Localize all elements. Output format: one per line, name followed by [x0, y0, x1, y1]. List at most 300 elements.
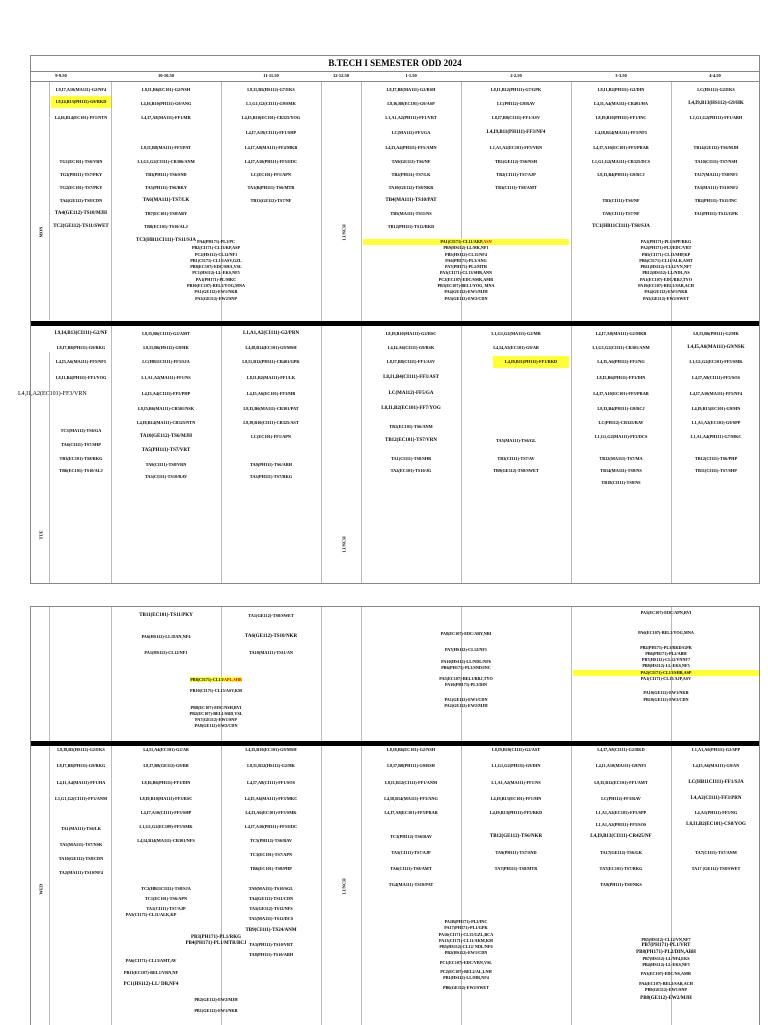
class-cell: TC3(PH112)-TS6/RAV [390, 834, 432, 839]
class-cell: L8,I1,B2(EC101)-CS8/YOG [686, 822, 746, 827]
lab-entry: PB10(GE112)-EW2/CDN [643, 696, 689, 702]
class-cell: TG3(PH111)-TS7/PKY [59, 172, 103, 177]
lab-entry: PA5(GE112)-EW2/CDN [444, 295, 488, 301]
lab-entry: PB3(EC107)-BEL1/YOG, MNA [437, 283, 495, 289]
lab-entry: PB1(HS112)-LL/MR,NF4 [443, 975, 489, 981]
class-cell: TA6(MA111)-TS7/LK [142, 198, 190, 203]
lab-entry: PB2(CI171)-CL13/KP,ASP [191, 245, 241, 251]
class-cell: TC2(GE112)-TS11/SWET [53, 224, 109, 229]
class-cell: LC(PH112)-CR325/RAV [598, 420, 644, 425]
class-cell: L1,G1,G2(PH111)-G9/DIN [491, 763, 541, 768]
class-cell: TB12(CI111)-TS6/PHP [694, 456, 738, 461]
class-cell: L1,A1,A2(MA111)-FF1/NS [491, 780, 541, 785]
lab-entry: PC2(EC107)-EDC/SMK,AMR [438, 276, 494, 282]
class-cell: L1,A1,A2(EC101)-FF5/VRN [489, 145, 543, 150]
class-cell: L4,I7,A8(CI111)-FF5/SOS [692, 375, 740, 380]
class-cell: L8,I1,B6(EC101)-G2/NSH [141, 87, 191, 92]
class-cell: L4,I5,A6(MA111)-G9/AN [692, 763, 740, 768]
lab-entry: PB5(CI171)-CL13/SHP,KP [641, 251, 691, 257]
lab-entry: PA5(EC107)-EDC/APN,RVI [640, 610, 692, 615]
class-cell: L9,I7,A10(MA111)-G2/NF4 [55, 87, 107, 92]
lab-entry: PC2(EC107)-BEL2/AL,LNH [440, 969, 492, 975]
class-cell: L8,I9,B10(CI111)-G2/AST [491, 747, 541, 752]
class-cell: L4,I4,A6(CI111)-G9/RSK [387, 345, 435, 350]
lab-entry: PB3(PH171)-PL1/RKG [191, 935, 241, 940]
lab-entry: PA2(PH171)-PL3/EDC/VRT [640, 245, 692, 251]
lab-entry: PB9(HS112)-LL/HK,NF1 [443, 245, 489, 251]
class-cell: L1,G1,G2(MA111)-CR325/DCS [591, 159, 650, 164]
lab-entry: PB1(GE112)-EW1/NKR [194, 1008, 238, 1014]
class-cell: TA9(PH111)-TS6/ABH [250, 462, 292, 467]
class-cell: L4,I3,A6(MA111)-FF5/NF5 [55, 359, 107, 364]
class-cell: L8,I1,B12(CI111)-FF1/ANM [384, 780, 438, 785]
class-cell: TA8(PH111)-TS10/ABH [248, 952, 294, 957]
class-cell: L4,I7,A8(MA111)-FF1/MR [141, 115, 191, 120]
class-cell: LC(MA112)-FF3/GA [391, 130, 431, 135]
lab-entry: PC1(HS112)-LL-EKS,NF5 [192, 270, 240, 276]
day-label-mon: MON [38, 226, 44, 238]
class-cell-highlighted: L9,I4,B13(PH111)-G9/RKD [51, 96, 111, 108]
class-cell: TB3(CI111)-TS7/AV [497, 456, 535, 461]
class-cell: LC(MA112)-FF5/GA [388, 391, 434, 396]
lab-entry: PB6(GE112)-EW2/SWET [442, 984, 490, 990]
class-cell: TB6(EC101)-TS8/PHP [250, 866, 292, 871]
lab-entry-highlighted: PB8(CI171)-CL13/APL,SHB [190, 677, 242, 682]
class-cell: TB12(PH111)-TS12/RKD [387, 224, 435, 229]
class-cell: TB12(MA111)-TS7/MA [599, 456, 643, 461]
lab-entry: PA4(EC107)-BEL2/SAB,ACH [639, 980, 693, 986]
lab-entry: PB6(PH171)-PL3/SND/INC [441, 664, 491, 670]
lunch-label: LUNCH [341, 878, 347, 895]
lab-entry: PA1B(PH171)-PL2/INC [444, 919, 488, 924]
class-cell: L8,I5,B6(MA111)-CR301/NSK [137, 406, 195, 411]
class-cell: L4,I7,A8(MA111)-G2/MKB [595, 331, 647, 336]
lab-entry: PA4(GE112)-EW1/NKR [644, 289, 688, 295]
time-slot: 3-3.50 [615, 73, 627, 78]
class-cell: L8,I3,B4(PH111)-G9/RCJ [597, 172, 645, 177]
lab-entry: PB5(HS112)-CL11/NF4 [445, 251, 487, 257]
class-cell: TA6(GE112)-TS10/NKR [244, 634, 298, 639]
class-cell: TA3(CI111)-TS10/RAV [144, 474, 188, 479]
class-cell: L8,I7,B8(PH111)-G9/RKG [56, 763, 106, 768]
class-cell: L4,I8,B14(MA111)-FF3/NF5 [594, 130, 648, 135]
lab-entry: PB7(PH171)-PL1/VRT [641, 943, 691, 949]
lab-entry: PA1(EC107)-EDC/RRJ,TYO [640, 276, 692, 282]
lab-entry: PC1(EC107)-EDC/VRN,VSL [439, 959, 493, 965]
time-slot: 1-1.50 [405, 73, 417, 78]
class-cell: TA4(GE112)-TS8/CDN [59, 198, 103, 203]
class-cell: L4,I7,A10(EC101)-FF5/PRAB [593, 145, 649, 150]
lab-block [113, 677, 319, 730]
class-cell: L4,I4,B14(MA111)-CR301/NFS [137, 838, 195, 843]
class-cell: L8,I1,B2(PH111)-G2/DIN [597, 87, 645, 92]
class-cell: PA5(CI171)-CL11/ALK,KP [125, 912, 177, 917]
time-slot: 10-10.50 [157, 73, 175, 78]
class-cell: L1,G1,G2(CI111)-CR306/ANM [137, 159, 195, 164]
class-cell: L4,I9,B13(PH111)-FF5/RKD [489, 810, 543, 815]
day-label-tue: TUE [38, 530, 44, 540]
class-cell: TB2(PH111)-TS11/INC [694, 198, 738, 203]
class-cell: L4,I7,A8(EC101)-FF5/PRAB [384, 810, 438, 815]
class-cell: L4,I7,A8(CI111)-FF1/SOS [247, 780, 295, 785]
class-cell: TA9(MA111)-TS10/SGL [248, 886, 294, 891]
lab-entry: PA2(GE112)-EW2/MJH [444, 703, 488, 709]
class-cell: TA17 (GE112)-TS8/SWET [691, 866, 741, 871]
class-cell: L4,I9,B13(HS112)-G9/HK [688, 101, 744, 106]
lab-entry: PB4(HS112)-LL-EKS,NF5 [642, 962, 690, 968]
time-slot: 2-2.50 [510, 73, 522, 78]
class-cell: L1,A1,A6(PH111)-G2/SPP [691, 747, 741, 752]
class-cell: L4,I7,A8(CI111)-G2/RKD [597, 747, 645, 752]
lab-entry: PA1(GE112)-EW1/CDN [444, 696, 488, 702]
lab-entry: PA3(EC107)-EDC/NS,AMR [640, 971, 692, 977]
lab-entry: PA13(CI171)-CL11/AKM,KM [438, 937, 493, 943]
class-cell: L8,I9,B10(CI111)-CR325/AST [243, 420, 299, 425]
class-cell: L4,I5,B10(EC101)-CR325/YOG [241, 115, 301, 120]
class-cell: TA7(CI111)-TS7/ANM [695, 850, 737, 855]
class-cell: TB8(EC101)-TS10/ALJ [144, 224, 188, 229]
time-slot: 4-4.50 [709, 73, 721, 78]
class-cell: L1,G1,G2(CI111)-FF3/ANM [54, 796, 108, 801]
lab-entry: PB7(HS112)-CL12/VNNF7 [641, 657, 691, 663]
lab-entry: PB6(PH171)-PL2/ABH [645, 650, 687, 656]
class-cell: L8,I6,B6(PH111)-FF1/DIN [141, 780, 191, 785]
class-cell: L4,I7,A10(MA111)-FF5/NF4 [689, 391, 743, 396]
class-cell: LC(HS112)-G2/EKS [697, 87, 735, 92]
lab-block [363, 239, 569, 302]
lab-entry: PA16(CI171)-CL15/GZL,BCA [438, 931, 494, 937]
lab-entry: PA1(PH171)-PL1/SPP/RKG [640, 239, 692, 244]
class-cell: L4,I7,A10(EC101)-FF5/PRAB [593, 391, 649, 396]
class-cell: TB14(GE112)-TS6/MJH [693, 145, 739, 150]
class-cell: LC(EC101)-FF1/APN [250, 434, 292, 439]
class-cell: TA1(CI111)-TS7/AJP [146, 906, 186, 911]
class-cell: L8,I6,B8(EC101)-G9/ASP [387, 101, 435, 106]
class-cell: L1,A1,A2(PH111)-FF5/SOS [595, 822, 647, 827]
lab-entry: PB1(CI171)-CL15/ASV,GZL [190, 257, 242, 263]
class-cell: L8,I1,B2(MA111)-FF1/LK [246, 375, 296, 380]
class-cell: TB1(GE112)-TS6/NSH [494, 159, 538, 164]
class-cell: L1,A1,A2(CI111)-G2/PRN [242, 331, 300, 336]
lab-entry: PB11(HS112)-CL12/VN,NF7 [640, 264, 692, 270]
class-cell: TA5(GE112)-TS12/NFS [249, 906, 293, 911]
lab-entry: PA3(GE112)-EW2/SNP [195, 295, 237, 301]
timetable-sheet-2 [30, 606, 760, 1025]
class-cell: L4,I3,A4(CI111)-FF5/PHP [141, 391, 191, 396]
lab-block [573, 937, 759, 1003]
class-cell: L4,I1,A4(MA111)-CR401/HA [594, 101, 648, 106]
class-cell: TB9(CI111)-TS24/ANM [245, 928, 297, 933]
class-cell: TG2(EC101)-TS7/PKY [59, 185, 103, 190]
class-cell: TA17(MA111)-TS8/NF1 [694, 172, 738, 177]
class-cell: TA1(PH111)-TS12/GPK [693, 211, 739, 216]
lunch-label: LUNCH [341, 536, 347, 553]
class-cell: L8,I1,B5(HS112)-G7/EKS [247, 87, 295, 92]
lab-entry: PA10(GE112)-EW1/NKR [643, 690, 689, 696]
time-slot: 12-12.50 [332, 73, 350, 78]
lab-block [363, 631, 569, 709]
lab-entry: PA6(EC107)-BEL2/YOG,MNA [638, 630, 694, 636]
class-cell: TA6(CI111)-TS8/AMT [390, 866, 432, 871]
class-cell: L4,I6,B10(PH111)-G9/ANG [140, 101, 192, 106]
lunch-label: LUNCH [341, 224, 347, 241]
class-cell: L8,I7,B8(MA111)-G2/RSH [386, 87, 436, 92]
class-cell: L8,I7,B8(PH111)-G9/RKG [56, 345, 106, 350]
class-cell: TA5(PH111)-TS7/VRT [141, 448, 191, 453]
class-cell: L1,A1,A2(MA111)-FF1/NS [141, 375, 191, 380]
class-cell: TG4(MA111)-TS10/PAT [388, 882, 434, 887]
lab-entry: PB8(EC107)-EDC/SHA,VSL [190, 264, 242, 270]
class-cell: L8,I5,B12(EC101)-FF1/AMT [594, 780, 648, 785]
lab-entry-highlighted: PA1(CI171)-CL11/AKP,ASN [363, 239, 569, 245]
class-cell: TA5(MA111)-TS7/NSK [59, 842, 103, 847]
class-cell: TB9(GE112)-TS8/SWET [493, 468, 539, 473]
class-cell: L8,I1,B2(EC101)-FF7/YOG [381, 406, 441, 411]
class-cell: L1,A1,A2(EC101)-FF5/SPP [595, 810, 647, 815]
class-cell: LC(PH112)-FF3/RAV [601, 796, 641, 801]
class-cell: TA10(GE112)-TS8/CDN [58, 856, 104, 861]
lab-entry: PA1(CI171)-CL15/AJP,ASV [640, 676, 692, 682]
class-cell: L8,I1,B4(PH111)-FF1/YOG [55, 375, 107, 380]
class-cell: TB6(EC101)-TS10/ALJ [59, 468, 103, 473]
lab-entry: PB5(HS112)-CL12/VN,NF7 [641, 937, 691, 942]
class-cell: L4,I9,B13(EC101)-FF1/MN [490, 796, 542, 801]
lab-entry: PA10(PH171)-PL3/DIN [444, 682, 488, 688]
class-cell: L8,I9,B10(MA111)-G2/RSC [385, 331, 437, 336]
class-cell: L4,I6,B14(EC101)-FF1/NTN [54, 115, 108, 120]
class-cell: TB5(MA111)-TS11/NS [390, 211, 432, 216]
class-cell: L8,I1,B8(MA111)-FF5/PAT [141, 145, 191, 150]
lab-entry: PB2(HS112)-EW1/CDN [444, 950, 488, 956]
class-cell: L1,A1,A4(PH111)-G7/MKC [690, 434, 742, 439]
class-cell: TB18(CI111)-TS8/NS [601, 480, 641, 485]
class-cell: L8,I8,B6(EC101)-G2/NSH [386, 747, 436, 752]
class-cell: L9,I4,B13(CI111)-G2/NF [54, 331, 108, 336]
lab-entry: PA4(GE112)-EW1/MJH [444, 289, 488, 295]
lab-entry: PB10(EC107)-BEL1/YOG,MNA [186, 283, 246, 289]
class-cell: TA17(GE112)-TS6/GK [600, 850, 642, 855]
class-cell: L1,A1,A2(PH111)-FF1/VRT [385, 115, 437, 120]
class-cell: L4,I1,A4(MA111)-FF1/HA [56, 780, 106, 785]
margin-note: L4,I1,A2(EC101)-FF3/VRN [18, 391, 87, 397]
lab-entry: PA8(GE112)-EW2/CDN [194, 723, 238, 729]
class-cell: L4,I5,A6(MA111)-FF3/MKC [244, 796, 298, 801]
class-cell: TA9(PH111)-TS8/NKS [600, 882, 642, 887]
lab-entry: PA7(HS112)-CL12/NF1 [444, 647, 488, 653]
class-cell: L4,I9,B13(CI111)-CR425/NF [590, 834, 652, 839]
class-cell: TA9(PH111)-TS7/SND [495, 850, 537, 855]
class-cell: TB1(EC101)-TS6/ANM [389, 424, 433, 429]
class-cell: L4,I4,A5(EC101)-G9/AB [493, 345, 539, 350]
class-cell: L4,I3,A6(EC101)-FF5/SMK [245, 810, 297, 815]
class-cell: TA9(GE112)-TS6/NF [391, 159, 431, 164]
class-cell: TA10(GE112)-TS8/NKR [388, 185, 434, 190]
lab-entry-highlighted: PA2(CI171)-CL13/SHB,ASP [573, 670, 759, 676]
lab-block [573, 610, 759, 703]
lab-entry: PA6(PH171)-PL3/ANG [445, 257, 487, 263]
class-cell: L4,A2(CI111)-FF3/PRN [690, 796, 742, 801]
lab-entry: PA7(GE112)-EW1/SNP [195, 717, 237, 723]
class-cell: L4,I5,A6(PH111)-FF1/NG [597, 359, 645, 364]
lab-entry: PB10(CI171)-CL15/ASV,KM [190, 688, 242, 694]
lab-block [113, 935, 319, 948]
class-cell: PA6(HS112)-LL/DAN,NF4 [141, 634, 191, 639]
class-cell: TC2(HB11CI111)-TS8/SJA [141, 886, 191, 891]
class-cell: TB3(PH111)-TS6/SND [145, 172, 187, 177]
lab-entry: PA1(PH171)-PL/MKC [195, 276, 237, 282]
class-cell: TC5(PH112)-TS6/RAV [250, 838, 292, 843]
lab-entry: PA5(EC107)-BEL1/RRJ,TYO [439, 676, 493, 682]
lab-entry: PC2(HS112)-CL12/NF1 [194, 251, 238, 257]
class-cell: L1,G1,G2(CI111)-CR301/ANM [592, 345, 650, 350]
class-cell: L4,I8,B14(MA111)-FF3/ANG [384, 796, 438, 801]
class-cell: L8,I5,B6(CI111)-G2/AMT [142, 331, 190, 336]
class-cell: TB7(EC101)-TS8/ABY [144, 211, 188, 216]
lab-block [113, 239, 319, 302]
class-cell: PA1(HS112)-CL12/NF1 [144, 650, 188, 655]
lab-entry: PB4(PH171)-PL1/MTR/BCJ [185, 941, 247, 947]
class-cell: TA3(PH111)-TS10/VRT [249, 942, 293, 947]
class-cell: TA6(CI111)-TS7/SHP [61, 442, 101, 447]
class-cell: TA10(GE112)-TS6/MJH [139, 434, 193, 439]
class-cell: L4,I7,A10(PH111)-FF5/EDC [244, 159, 298, 164]
class-cell: L8,I7,B8(CI111)-FF1/ASV [491, 115, 541, 120]
class-cell: TC1(EC101)-TS6/APN [144, 896, 188, 901]
class-cell: L8,I7,B8(PH111)-G9/RSH [387, 763, 435, 768]
class-cell: TC1(HB11CI111)-TS8/SJA [592, 224, 650, 229]
class-cell: L4,I1,A10(MA111)-G9/NF5 [595, 763, 647, 768]
class-cell: TA7(PH111)-TS8/MTR [494, 866, 538, 871]
class-cell: L8,I1,B6(HS112)-G9/HK [143, 345, 189, 350]
class-cell: L4,I8,B14(MA111)-CR325/NTN [136, 420, 196, 425]
lab-entry: PB2(GE112)-EW2/MJH [194, 997, 238, 1002]
lab-entry: PB12(HS112)-LL/NDL,NS [642, 270, 690, 276]
class-cell: TB12(GE112)-TS6/NKR [489, 834, 543, 839]
class-cell: TB13(GE112)-TS7/NF [250, 198, 292, 203]
class-cell: L1,G1,G2(EC101)-FF5/SMK [689, 359, 743, 364]
day-separator [31, 321, 759, 326]
lab-entry: PB9(GE112)-EW1/SNP [645, 987, 687, 993]
class-cell: L4,I3,A4(PH111)-FF5/AMN [385, 145, 437, 150]
class-cell: TA1(B(PH111)-TS6/MTR [247, 185, 295, 190]
lab-block [113, 997, 319, 1015]
class-cell: L4,I5,B10(EC101)-G9/MSH [245, 747, 297, 752]
lab-entry: PB2(EC107)-BEL1/SRD,VSL [189, 710, 243, 716]
class-cell: TC3(HB11CI111)-TS11/SJA [135, 238, 196, 243]
class-cell: L8,I3,B4(PH111)-G9/RCJ [597, 406, 645, 411]
class-cell: TA3(MA111)-TS10/NF2 [694, 185, 738, 190]
class-cell: TA5(PH111)-TS6/BKY [145, 185, 187, 190]
lab-entry: PB8(EC107)-EDC/NSH,RVI [190, 704, 242, 710]
class-cell: L8,I1,B12(PH111)-G7/GPK [490, 87, 542, 92]
class-cell: L8,I1,B4(CI111)-FF3/AST [383, 375, 439, 380]
class-cell: L4,I7,A8(MA111)-FF4/MKB [244, 145, 298, 150]
class-cell: TA5(MA111)-TS6/GL [495, 438, 537, 443]
lab-entry: PA5(GE112)-EW2/SWET [643, 295, 689, 301]
class-cell: L8,I9,B10(MA111)-FF3/RSC [139, 796, 193, 801]
class-cell: L8,I1,B12(HS112)-G2/HK [247, 763, 295, 768]
lab-entry: PB2(PH171)-PL3/RKD/GPK [640, 644, 692, 650]
class-cell: TA3(PH111)-TS7/RKG [249, 474, 293, 479]
class-cell: TB12(EC101)-TS7/VRN [385, 438, 437, 443]
class-cell: LC(EC101)-FF1/APN [250, 172, 292, 177]
lab-entry: PB6(CI171)-CL11/ALK,AMT [639, 257, 693, 263]
lab-block [363, 919, 569, 991]
class-cell: L8,I3,B6(PH111)-G2/HK [693, 331, 739, 336]
class-cell: L8,I7,B8(GE112)-G9/RB [143, 763, 189, 768]
class-cell: L1,G1,G2(MA111)-G2/MB [491, 331, 541, 336]
class-cell: PC1(HS112)-LL/ DB,NF4 [123, 982, 179, 987]
class-cell: TA10(CI111)-TS7/NSH [694, 159, 738, 164]
class-cell: L4,I5,A6(EC101)-FF3/MB [246, 391, 296, 396]
lab-entry: PA1(GE112)-EW1/NKR [194, 289, 238, 295]
time-slot-header [31, 71, 759, 82]
class-cell: L4,I7,A18(CI111)-FF1/SHP [245, 130, 297, 135]
class-cell: L1,G1,G2(MA111)-FF2/DCS [594, 434, 648, 439]
class-cell: L1,G1,G2(EC109)-FF5/SMK [139, 824, 193, 829]
class-cell: TA1(GE112)-TS8/SWET [248, 613, 294, 618]
class-cell: L4,I7,A10(PH111)-FF5/EDC [244, 824, 298, 829]
time-slot: 11-11.50 [263, 73, 279, 78]
class-cell: TA2(MA111)-TS10/NF4 [59, 870, 103, 875]
class-cell: L8,I9,B5(HS112)-G2/EKS [57, 747, 105, 752]
class-cell: LC(HB11CI111)-FF1/SJA [688, 780, 744, 785]
class-cell: L4,A1(PH111)-FF5/NG [694, 810, 738, 815]
class-cell: L8,I7,B8(CI111)-FF1/ASV [386, 359, 436, 364]
lab-entry: PA10(EC107)-BEL1/SAB,ACH [638, 283, 694, 289]
class-cell: TG1(EC101)-TS6/VRN [59, 159, 103, 164]
lab-entry: PB7(HS112)-LL/NF4,EKS [642, 955, 690, 961]
class-cell: TA2(EC101)-TS10/JG [390, 468, 432, 473]
class-cell: L8,I9,B10(PH111)-FF1/INC [595, 115, 647, 120]
lab-entry: PA3(CI171)-CL13/SHB,ANN [439, 270, 493, 276]
class-cell: L4,I5,A6(MA111)-G9/NSK [687, 345, 745, 350]
lab-entry: PB8(HS112)-LL-EKS,NF5 [642, 663, 690, 669]
class-cell: TB11(EC101)-TS11/PKY [139, 613, 193, 618]
class-cell: TB11(CI111)-TS7/SHP [695, 468, 737, 473]
lab-entry: PB8(GE112)-EW2/MJH [640, 996, 692, 1002]
class-cell: TB4(MA111)-TS10/PAT [385, 198, 437, 203]
lab-entry: PA7(PH171)-PL2/MTR [444, 264, 488, 270]
class-cell: TC3(EC101)-TS7/APN [249, 852, 293, 857]
class-cell: L8,I5,B6(PH111)-FF3/DIN [596, 375, 646, 380]
class-cell: TB2(PH111)-TS7/LK [391, 172, 431, 177]
lab-entry: PA8(EC107)-EDC/ABY,NRI [440, 631, 492, 636]
lab-block [573, 239, 759, 302]
class-cell: L1,G1,G2(CI111)-G9/SMK [246, 101, 296, 106]
class-cell: TA10(MA111)-TS11/AN [248, 650, 294, 655]
class-cell-highlighted: L4,I9,B11(PH111)-FF1/RKD [493, 356, 569, 368]
class-cell: TB3(CI111)-TS8/AMT [495, 185, 537, 190]
lab-entry: PA4(PH171)-PL1/PC [197, 239, 235, 244]
class-cell: TB14(MA111)-TS8/NS [600, 468, 642, 473]
class-cell: L4,I8,B14(EC101)-G9/MSH [245, 345, 297, 350]
class-cell: TB3(EC101)-TS8/RKG [59, 456, 103, 461]
day-label-wed: WED [38, 883, 44, 895]
page-title: B.TECH I SEMESTER ODD 2024 [31, 55, 759, 72]
lab-entry: PB5(HS112)-CL12/ NDL/NF6 [439, 944, 493, 950]
class-cell: L4,I9,B13(EC101)-G9/MN [691, 406, 741, 411]
class-cell: L8,I1,B12(PH111)-CR401/GPK [242, 359, 300, 364]
lab-entry: PA10(HS112)-LL/NDL/NF6 [441, 658, 491, 664]
class-cell: TA9(CI111)-TS8/VRN [145, 462, 187, 467]
class-cell: TA9(CI111)-TS7/NF [602, 211, 640, 216]
time-slot: 9-9.50 [55, 73, 67, 78]
class-cell: L4,I7,A10(CI111)-FF5/SHP [140, 810, 192, 815]
class-cell: L4,I9,B11(PH111)-FF3/NF4 [486, 130, 546, 135]
class-cell: L4,I1,A4(EC101)-G2/AB [143, 747, 189, 752]
class-cell: TA1(MA111)-TS6/LK [60, 826, 102, 831]
